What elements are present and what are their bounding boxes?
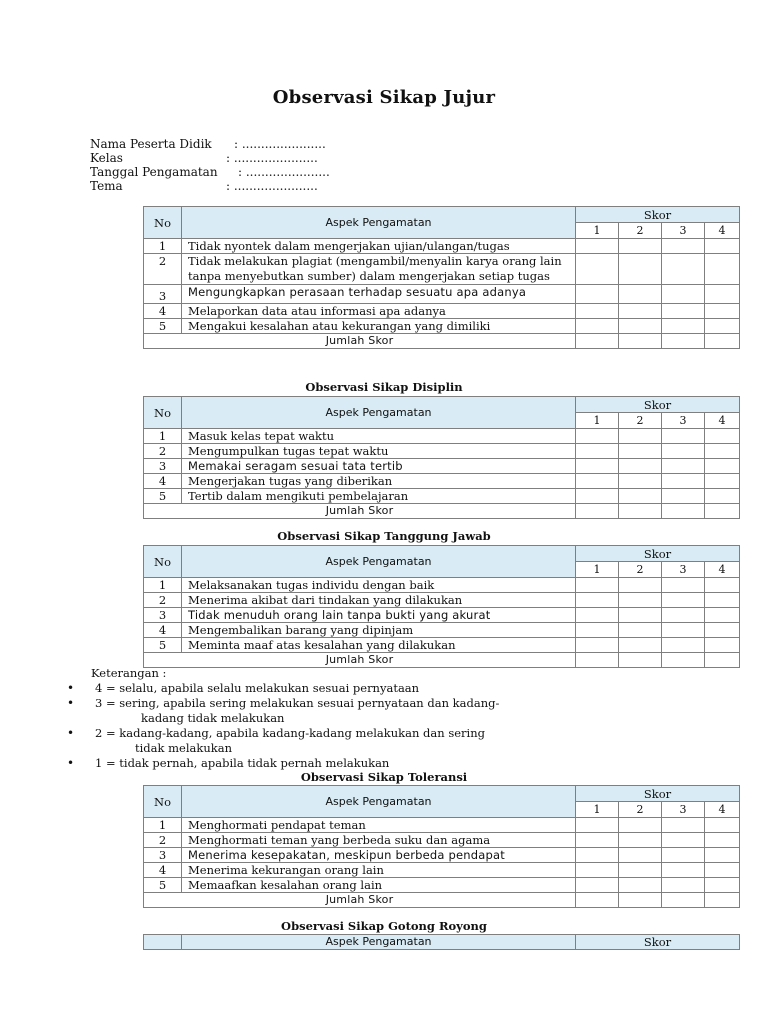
total-score-cell[interactable] bbox=[576, 334, 619, 349]
score-cell[interactable] bbox=[619, 638, 662, 653]
row-aspek: Tidak nyontek dalam mengerjakan ujian/ulangan/tugas bbox=[182, 239, 576, 254]
row-no: 2 bbox=[144, 254, 182, 285]
section-title-disiplin: Observasi Sikap Disiplin bbox=[305, 380, 463, 394]
score-cell[interactable] bbox=[619, 459, 662, 474]
table-disiplin bbox=[143, 396, 740, 519]
score-cell[interactable] bbox=[705, 444, 740, 459]
header-aspek: Aspek Pengamatan bbox=[182, 935, 576, 950]
score-cell[interactable] bbox=[576, 474, 619, 489]
total-score-cell[interactable] bbox=[576, 893, 619, 908]
score-cell[interactable] bbox=[619, 578, 662, 593]
row-no: 1 bbox=[144, 818, 182, 833]
score-cell[interactable] bbox=[576, 304, 619, 319]
row-aspek: Menghormati pendapat teman bbox=[182, 818, 576, 833]
score-cell[interactable] bbox=[662, 818, 705, 833]
row-aspek: Tidak melakukan plagiat (mengambil/menyalin karya orang lain tanpa menyebutkan sumber) dalam mengerjakan setiap tugas bbox=[182, 254, 576, 285]
score-cell[interactable] bbox=[619, 878, 662, 893]
row-aspek: Menerima akibat dari tindakan yang dilakukan bbox=[182, 593, 576, 608]
score-cell[interactable] bbox=[619, 285, 662, 304]
score-cell[interactable] bbox=[662, 578, 705, 593]
score-cell[interactable] bbox=[619, 818, 662, 833]
header-score-2: 2 bbox=[619, 562, 662, 578]
score-cell[interactable] bbox=[662, 863, 705, 878]
row-no: 5 bbox=[144, 489, 182, 504]
score-cell[interactable] bbox=[619, 319, 662, 334]
score-cell[interactable] bbox=[705, 863, 740, 878]
row-aspek: Menerima kesepakatan, meskipun berbeda pendapat bbox=[182, 848, 576, 863]
table-row bbox=[144, 608, 740, 623]
row-aspek: Masuk kelas tepat waktu bbox=[182, 429, 576, 444]
total-score-cell[interactable] bbox=[576, 653, 619, 668]
total-score-cell[interactable] bbox=[576, 504, 619, 519]
score-cell[interactable] bbox=[576, 608, 619, 623]
table-row bbox=[144, 878, 740, 893]
score-cell[interactable] bbox=[619, 444, 662, 459]
header-score-4: 4 bbox=[705, 413, 740, 429]
legend-item-1: 1 = tidak pernah, apabila tidak pernah melakukan bbox=[95, 756, 390, 770]
table-row bbox=[144, 863, 740, 878]
row-no: 5 bbox=[144, 319, 182, 334]
row-no: 3 bbox=[144, 608, 182, 623]
total-score-cell[interactable] bbox=[705, 653, 740, 668]
row-no: 2 bbox=[144, 593, 182, 608]
row-aspek: Mengumpulkan tugas tepat waktu bbox=[182, 444, 576, 459]
score-cell[interactable] bbox=[576, 848, 619, 863]
bullet-icon: • bbox=[67, 696, 75, 710]
header-skor: Skor bbox=[576, 786, 740, 802]
row-aspek: Tertib dalam mengikuti pembelajaran bbox=[182, 489, 576, 504]
score-cell[interactable] bbox=[576, 285, 619, 304]
header-skor: Skor bbox=[576, 207, 740, 223]
row-aspek: Tidak menuduh orang lain tanpa bukti yang akurat bbox=[182, 608, 576, 623]
score-cell[interactable] bbox=[576, 818, 619, 833]
table-row bbox=[144, 593, 740, 608]
row-no: 3 bbox=[144, 459, 182, 474]
score-cell[interactable] bbox=[662, 623, 705, 638]
score-cell[interactable] bbox=[705, 638, 740, 653]
score-cell[interactable] bbox=[705, 878, 740, 893]
header-skor: Skor bbox=[576, 546, 740, 562]
header-aspek: Aspek Pengamatan bbox=[182, 546, 576, 578]
legend-item-2: 2 = kadang-kadang, apabila kadang-kadang melakukan dan sering bbox=[95, 726, 485, 740]
header-aspek: Aspek Pengamatan bbox=[182, 397, 576, 429]
table-gotong-royong bbox=[143, 934, 740, 950]
total-score-label: Jumlah Skor bbox=[144, 334, 576, 349]
total-score-label: Jumlah Skor bbox=[144, 504, 576, 519]
score-cell[interactable] bbox=[662, 489, 705, 504]
row-no: 4 bbox=[144, 623, 182, 638]
score-cell[interactable] bbox=[662, 319, 705, 334]
score-cell[interactable] bbox=[576, 638, 619, 653]
table-row bbox=[144, 319, 740, 334]
score-cell[interactable] bbox=[576, 578, 619, 593]
legend-item-4: 4 = selalu, apabila selalu melakukan sesuai pernyataan bbox=[95, 681, 420, 695]
score-cell[interactable] bbox=[619, 833, 662, 848]
table-row bbox=[144, 638, 740, 653]
table-row bbox=[144, 444, 740, 459]
header-score-2: 2 bbox=[619, 223, 662, 239]
score-cell[interactable] bbox=[705, 239, 740, 254]
identity-label: Kelas bbox=[90, 151, 123, 165]
table-tanggung-jawab bbox=[143, 545, 740, 668]
score-cell[interactable] bbox=[662, 304, 705, 319]
identity-label: Tanggal Pengamatan bbox=[90, 165, 218, 179]
score-cell[interactable] bbox=[705, 254, 740, 285]
score-cell[interactable] bbox=[705, 285, 740, 304]
table-row bbox=[144, 489, 740, 504]
score-cell[interactable] bbox=[576, 489, 619, 504]
header-score-2: 2 bbox=[619, 802, 662, 818]
score-cell[interactable] bbox=[662, 608, 705, 623]
header-no: No bbox=[144, 207, 182, 239]
table-row bbox=[144, 285, 740, 304]
identity-label: Nama Peserta Didik bbox=[90, 137, 212, 151]
table-row bbox=[144, 848, 740, 863]
keterangan-title: Keterangan : bbox=[91, 666, 167, 680]
score-cell[interactable] bbox=[705, 818, 740, 833]
score-cell[interactable] bbox=[662, 833, 705, 848]
score-cell[interactable] bbox=[662, 848, 705, 863]
row-no: 5 bbox=[144, 638, 182, 653]
total-score-cell[interactable] bbox=[619, 334, 662, 349]
row-aspek: Melaksanakan tugas individu dengan baik bbox=[182, 578, 576, 593]
header-score-1: 1 bbox=[576, 562, 619, 578]
score-cell[interactable] bbox=[662, 474, 705, 489]
score-cell[interactable] bbox=[576, 878, 619, 893]
score-cell[interactable] bbox=[705, 459, 740, 474]
header-no: No bbox=[144, 397, 182, 429]
score-cell[interactable] bbox=[619, 304, 662, 319]
row-no: 5 bbox=[144, 878, 182, 893]
score-cell[interactable] bbox=[705, 848, 740, 863]
row-aspek: Mengembalikan barang yang dipinjam bbox=[182, 623, 576, 638]
score-cell[interactable] bbox=[619, 474, 662, 489]
score-cell[interactable] bbox=[705, 319, 740, 334]
header-score-4: 4 bbox=[705, 223, 740, 239]
header-score-1: 1 bbox=[576, 413, 619, 429]
total-score-label: Jumlah Skor bbox=[144, 893, 576, 908]
score-cell[interactable] bbox=[576, 239, 619, 254]
row-no: 3 bbox=[144, 285, 182, 304]
score-cell[interactable] bbox=[576, 444, 619, 459]
score-cell[interactable] bbox=[576, 254, 619, 285]
row-aspek: Mengakui kesalahan atau kekurangan yang dimiliki bbox=[182, 319, 576, 334]
score-cell[interactable] bbox=[705, 833, 740, 848]
score-cell[interactable] bbox=[576, 833, 619, 848]
row-aspek: Menerima kekurangan orang lain bbox=[182, 863, 576, 878]
header-skor: Skor bbox=[576, 397, 740, 413]
header-score-1: 1 bbox=[576, 223, 619, 239]
header-score-2: 2 bbox=[619, 413, 662, 429]
header-score-3: 3 bbox=[662, 562, 705, 578]
score-cell[interactable] bbox=[576, 459, 619, 474]
header-no bbox=[144, 935, 182, 950]
header-aspek: Aspek Pengamatan bbox=[182, 786, 576, 818]
score-cell[interactable] bbox=[662, 878, 705, 893]
table-row bbox=[144, 429, 740, 444]
table-row bbox=[144, 623, 740, 638]
row-aspek: Memaafkan kesalahan orang lain bbox=[182, 878, 576, 893]
header-score-4: 4 bbox=[705, 802, 740, 818]
row-aspek: Memakai seragam sesuai tata tertib bbox=[182, 459, 576, 474]
total-score-cell[interactable] bbox=[619, 893, 662, 908]
table-row bbox=[144, 304, 740, 319]
row-aspek: Mengerjakan tugas yang diberikan bbox=[182, 474, 576, 489]
score-cell[interactable] bbox=[705, 593, 740, 608]
row-no: 1 bbox=[144, 578, 182, 593]
table-jujur bbox=[143, 206, 740, 349]
row-no: 2 bbox=[144, 833, 182, 848]
identity-value: : ...................... bbox=[226, 179, 318, 193]
table-row bbox=[144, 254, 740, 285]
row-aspek: Meminta maaf atas kesalahan yang dilakukan bbox=[182, 638, 576, 653]
legend-item-2-cont: tidak melakukan bbox=[135, 741, 232, 755]
score-cell[interactable] bbox=[662, 429, 705, 444]
score-cell[interactable] bbox=[619, 254, 662, 285]
table-row bbox=[144, 459, 740, 474]
score-cell[interactable] bbox=[705, 608, 740, 623]
score-cell[interactable] bbox=[662, 239, 705, 254]
score-cell[interactable] bbox=[619, 489, 662, 504]
score-cell[interactable] bbox=[662, 459, 705, 474]
score-cell[interactable] bbox=[705, 474, 740, 489]
row-no: 1 bbox=[144, 429, 182, 444]
table-row bbox=[144, 833, 740, 848]
total-score-cell[interactable] bbox=[619, 504, 662, 519]
table-toleransi bbox=[143, 785, 740, 908]
header-no: No bbox=[144, 546, 182, 578]
section-title-gotong-royong: Observasi Sikap Gotong Royong bbox=[281, 919, 487, 933]
score-cell[interactable] bbox=[619, 863, 662, 878]
score-cell[interactable] bbox=[619, 608, 662, 623]
header-score-3: 3 bbox=[662, 413, 705, 429]
score-cell[interactable] bbox=[619, 848, 662, 863]
table-row bbox=[144, 474, 740, 489]
identity-value: : ...................... bbox=[226, 151, 318, 165]
score-cell[interactable] bbox=[576, 593, 619, 608]
score-cell[interactable] bbox=[662, 593, 705, 608]
score-cell[interactable] bbox=[576, 429, 619, 444]
header-score-4: 4 bbox=[705, 562, 740, 578]
score-cell[interactable] bbox=[662, 254, 705, 285]
identity-value: : ...................... bbox=[234, 137, 326, 151]
header-aspek: Aspek Pengamatan bbox=[182, 207, 576, 239]
total-score-cell[interactable] bbox=[705, 504, 740, 519]
score-cell[interactable] bbox=[705, 304, 740, 319]
row-aspek: Melaporkan data atau informasi apa adanya bbox=[182, 304, 576, 319]
row-no: 4 bbox=[144, 474, 182, 489]
row-aspek: Mengungkapkan perasaan terhadap sesuatu apa adanya bbox=[182, 285, 576, 304]
total-score-cell[interactable] bbox=[705, 893, 740, 908]
legend-item-3: 3 = sering, apabila sering melakukan sesuai pernyataan dan kadang- bbox=[95, 696, 500, 710]
row-no: 3 bbox=[144, 848, 182, 863]
total-score-label: Jumlah Skor bbox=[144, 653, 576, 668]
score-cell[interactable] bbox=[576, 863, 619, 878]
header-no: No bbox=[144, 786, 182, 818]
bullet-icon: • bbox=[67, 681, 75, 695]
bullet-icon: • bbox=[67, 726, 75, 740]
score-cell[interactable] bbox=[662, 285, 705, 304]
total-score-cell[interactable] bbox=[662, 504, 705, 519]
header-score-3: 3 bbox=[662, 223, 705, 239]
header-score-1: 1 bbox=[576, 802, 619, 818]
score-cell[interactable] bbox=[705, 489, 740, 504]
total-score-cell[interactable] bbox=[662, 653, 705, 668]
score-cell[interactable] bbox=[662, 444, 705, 459]
score-cell[interactable] bbox=[619, 593, 662, 608]
section-title-toleransi: Observasi Sikap Toleransi bbox=[300, 770, 468, 784]
score-cell[interactable] bbox=[619, 623, 662, 638]
score-cell[interactable] bbox=[576, 623, 619, 638]
row-no: 4 bbox=[144, 304, 182, 319]
score-cell[interactable] bbox=[619, 429, 662, 444]
row-aspek: Menghormati teman yang berbeda suku dan agama bbox=[182, 833, 576, 848]
row-no: 1 bbox=[144, 239, 182, 254]
total-score-cell[interactable] bbox=[662, 334, 705, 349]
total-score-cell[interactable] bbox=[705, 334, 740, 349]
total-score-cell[interactable] bbox=[619, 653, 662, 668]
identity-value: : ...................... bbox=[238, 165, 330, 179]
table-row bbox=[144, 578, 740, 593]
legend-item-3-cont: kadang tidak melakukan bbox=[141, 711, 285, 725]
score-cell[interactable] bbox=[619, 239, 662, 254]
score-cell[interactable] bbox=[705, 623, 740, 638]
table-row bbox=[144, 818, 740, 833]
page-title: Observasi Sikap Jujur bbox=[272, 87, 496, 108]
row-no: 4 bbox=[144, 863, 182, 878]
bullet-icon: • bbox=[67, 756, 75, 770]
header-skor: Skor bbox=[576, 935, 740, 950]
total-score-cell[interactable] bbox=[662, 893, 705, 908]
row-no: 2 bbox=[144, 444, 182, 459]
score-cell[interactable] bbox=[705, 429, 740, 444]
score-cell[interactable] bbox=[705, 578, 740, 593]
header-score-3: 3 bbox=[662, 802, 705, 818]
identity-label: Tema bbox=[90, 179, 123, 193]
table-row bbox=[144, 239, 740, 254]
section-title-tanggung-jawab: Observasi Sikap Tanggung Jawab bbox=[277, 529, 491, 543]
score-cell[interactable] bbox=[662, 638, 705, 653]
score-cell[interactable] bbox=[576, 319, 619, 334]
